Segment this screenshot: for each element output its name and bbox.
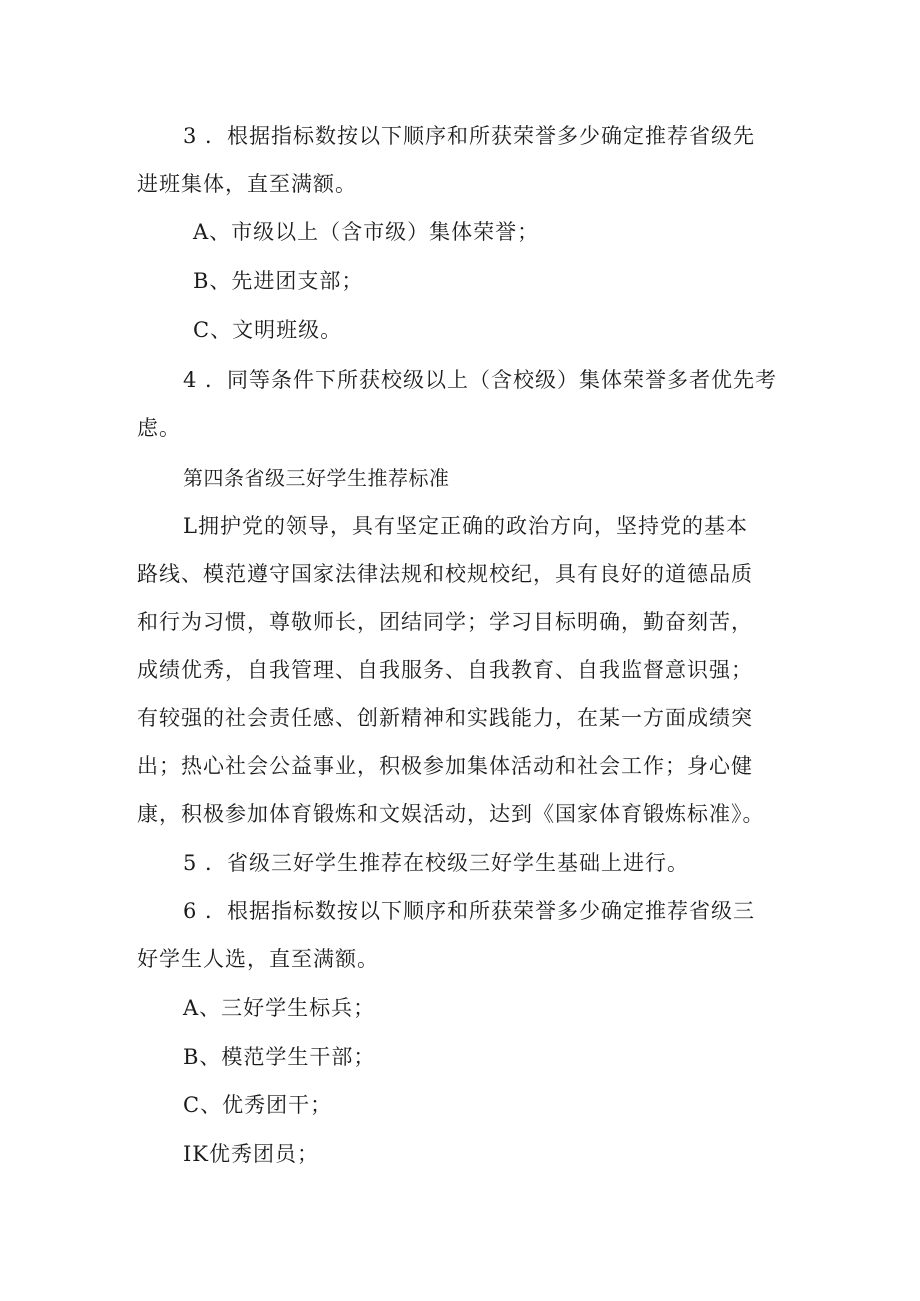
paragraph-item-4 [137, 356, 817, 452]
text-line: 4 ．同等条件下所获校级以上（含校级）集体荣誉多者优先考 [183, 368, 778, 392]
text-line: 虑。 [137, 416, 181, 440]
list-item-b [137, 257, 817, 305]
text-line: 和行为习惯，尊敬师长，团结同学；学习目标明确，勤奋刻苦， [137, 610, 753, 634]
paragraph-item-6 [137, 887, 817, 983]
text-line: C、文明班级。 [193, 318, 343, 342]
paragraph-item-3 [137, 112, 817, 208]
list-item-a [137, 984, 817, 1032]
text-line: A、市级以上（含市级）集体荣誉； [193, 220, 540, 244]
text-line: 好学生人选，直至满额。 [137, 947, 379, 971]
text-line: 5 ．省级三好学生推荐在校级三好学生基础上进行。 [183, 851, 690, 875]
paragraph-item-5 [137, 839, 817, 887]
list-item-c [137, 306, 817, 354]
list-item-c [137, 1081, 817, 1129]
text-line: 进班集体，直至满额。 [137, 172, 357, 196]
text-line: 6 ．根据指标数按以下顺序和所获荣誉多少确定推荐省级三 [183, 899, 756, 923]
text-line: B、模范学生干部； [183, 1045, 376, 1069]
text-line: 出；热心社会公益事业，积极参加集体活动和社会工作；身心健 [137, 754, 753, 778]
list-item-a [137, 208, 817, 256]
list-item-b [137, 1033, 817, 1081]
text-line: 有较强的社会责任感、创新精神和实践能力，在某一方面成绩突 [137, 706, 753, 730]
text-line: 第四条省级三好学生推荐标准 [183, 466, 450, 490]
text-line: 康，积极参加体育锻炼和文娱活动，达到《国家体育锻炼标准》。 [137, 802, 765, 826]
text-line: 3 ．根据指标数按以下顺序和所获荣誉多少确定推荐省级先 [183, 124, 756, 148]
text-line: C、优秀团干； [183, 1093, 333, 1117]
text-line: IK优秀团员； [183, 1142, 319, 1166]
paragraph-criteria [137, 502, 817, 838]
text-line: A、三好学生标兵； [183, 996, 376, 1020]
text-line: 成绩优秀，自我管理、自我服务、自我教育、自我监督意识强； [137, 658, 753, 682]
text-line: B、先进团支部； [193, 269, 364, 293]
text-line: 路线、模范遵守国家法律法规和校规校纪，具有良好的道德品质 [137, 562, 753, 586]
section-heading [137, 454, 817, 502]
text-line: L拥护党的领导，具有坚定正确的政治方向，坚持党的基本 [183, 514, 748, 538]
list-item-d [137, 1130, 817, 1178]
